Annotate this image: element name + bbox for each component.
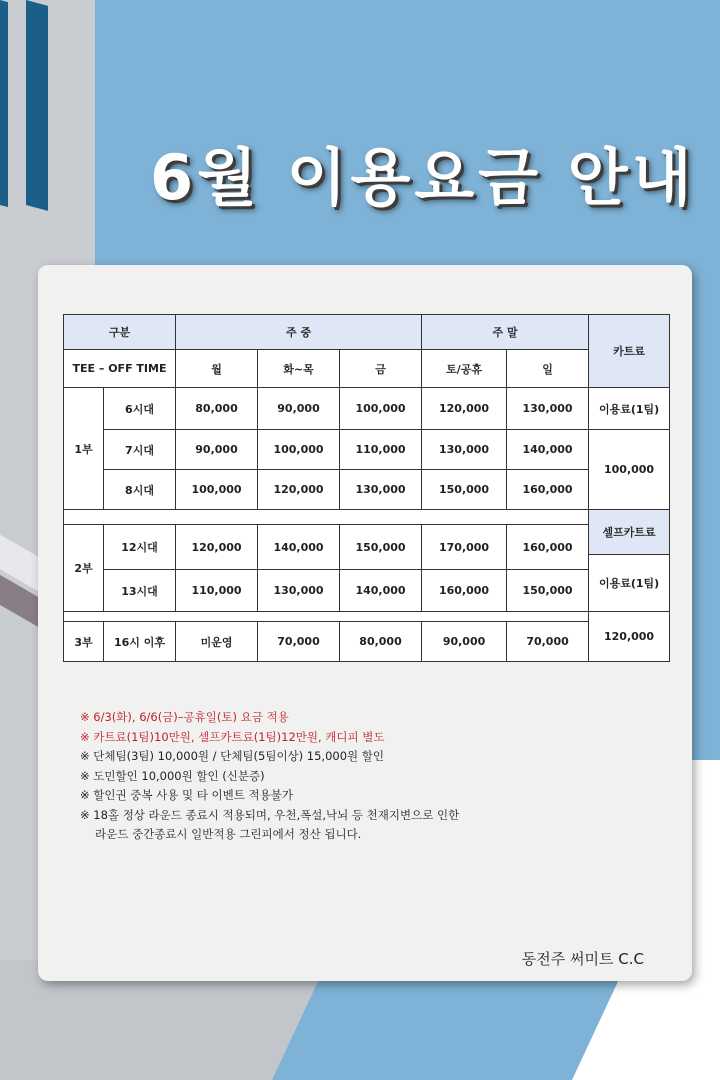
tee-time-cell: 8시대: [104, 470, 176, 510]
rate-card: [38, 265, 692, 981]
price-cell: 170,000: [422, 525, 507, 570]
price-cell: 100,000: [258, 430, 340, 470]
price-cell: 70,000: [507, 622, 589, 662]
header-division: 구분: [64, 315, 176, 350]
price-cell: 120,000: [422, 388, 507, 430]
price-cell: 70,000: [258, 622, 340, 662]
price-cell: 140,000: [340, 570, 422, 612]
note-item: ※ 카트료(1팀)10만원, 셀프카트료(1팀)12만원, 캐디피 별도: [80, 729, 385, 744]
price-cell: 140,000: [258, 525, 340, 570]
price-cell: 90,000: [176, 430, 258, 470]
background-stripe: [26, 0, 48, 211]
header-cart: 카트료: [589, 315, 670, 388]
part-label: 3부: [64, 622, 104, 662]
price-cell: 140,000: [507, 430, 589, 470]
price-cell: 160,000: [507, 470, 589, 510]
price-cell: 80,000: [176, 388, 258, 430]
price-cell: 150,000: [422, 470, 507, 510]
header-day: 월: [176, 350, 258, 388]
notes-list: [80, 708, 680, 845]
header-day: 화~목: [258, 350, 340, 388]
self-cart-label: 셀프카트료: [589, 510, 670, 555]
header-tee-time: TEE – OFF TIME: [64, 350, 176, 388]
self-cart-fee-price: 120,000: [589, 612, 670, 662]
price-cell: 130,000: [422, 430, 507, 470]
page-title: 6월 이용요금 안내: [150, 141, 696, 214]
tee-time-cell: 7시대: [104, 430, 176, 470]
part-label: 2부: [64, 525, 104, 612]
price-cell: 90,000: [422, 622, 507, 662]
price-cell: 110,000: [340, 430, 422, 470]
cart-fee-price: 100,000: [589, 430, 670, 510]
note-item: ※ 할인권 중복 사용 및 타 이벤트 적용불가: [80, 788, 293, 802]
row-spacer: [64, 510, 589, 525]
header-day: 금: [340, 350, 422, 388]
tee-time-cell: 16시 이후: [104, 622, 176, 662]
price-cell: 130,000: [340, 470, 422, 510]
price-cell: 100,000: [340, 388, 422, 430]
price-cell: 150,000: [507, 570, 589, 612]
self-cart-fee-label: 이용료(1팀): [589, 555, 670, 612]
price-cell: 120,000: [258, 470, 340, 510]
club-name: 동전주 써미트 C.C: [521, 950, 644, 968]
price-cell: 90,000: [258, 388, 340, 430]
note-item: ※ 6/3(화), 6/6(금)–공휴일(토) 요금 적용: [80, 710, 289, 724]
header-day: 토/공휴: [422, 350, 507, 388]
tee-time-cell: 13시대: [104, 570, 176, 612]
row-spacer: [64, 612, 589, 622]
price-cell: 120,000: [176, 525, 258, 570]
price-cell: 150,000: [340, 525, 422, 570]
tee-time-cell: 12시대: [104, 525, 176, 570]
price-cell: 80,000: [340, 622, 422, 662]
cart-fee-label: 이용료(1팀): [589, 388, 670, 430]
note-item: 라운드 중간종료시 일반적용 그린피에서 정산 됩니다.: [95, 827, 362, 841]
part-label: 1부: [64, 388, 104, 510]
price-cell: 160,000: [507, 525, 589, 570]
background-stripe: [0, 0, 8, 207]
price-cell: 100,000: [176, 470, 258, 510]
price-cell: 130,000: [507, 388, 589, 430]
header-weekend: 주 말: [422, 315, 589, 350]
price-cell: 미운영: [176, 622, 258, 662]
header-day: 일: [507, 350, 589, 388]
price-cell: 160,000: [422, 570, 507, 612]
header-weekday: 주 중: [176, 315, 422, 350]
price-cell: 110,000: [176, 570, 258, 612]
rate-table: [63, 314, 670, 662]
note-item: ※ 단체팀(3팀) 10,000원 / 단체팀(5팀이상) 15,000원 할인: [80, 749, 385, 763]
price-cell: 130,000: [258, 570, 340, 612]
note-item: ※ 18홀 정상 라운드 종료시 적용되며, 우천,폭설,낙뇌 등 천재지변으로 인한: [80, 807, 460, 822]
tee-time-cell: 6시대: [104, 388, 176, 430]
note-item: ※ 도민할인 10,000원 할인 (신분증): [80, 768, 265, 783]
